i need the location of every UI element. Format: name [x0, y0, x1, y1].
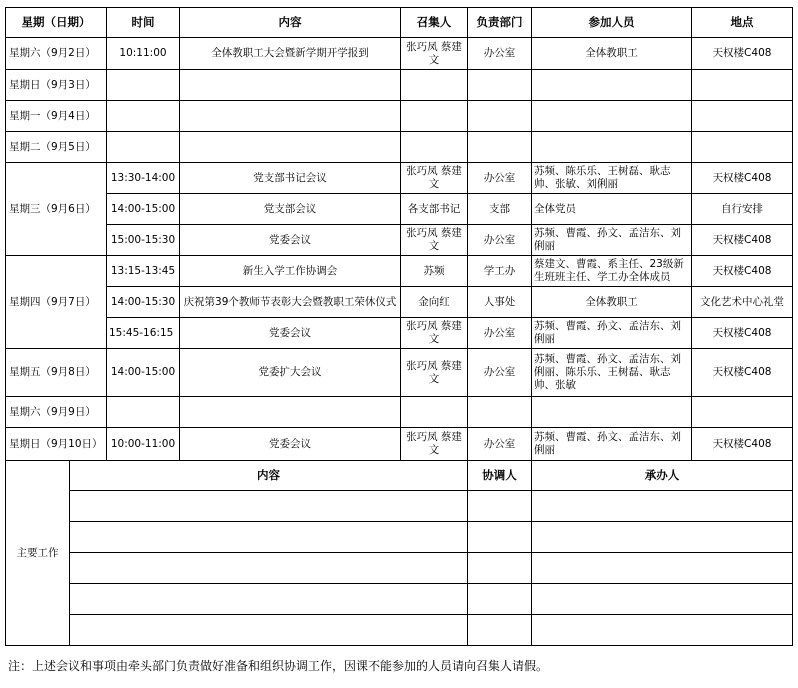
- table-row: [6, 287, 793, 318]
- participants-cell[interactable]: 苏频、曹霞、孙文、孟洁东、刘俐丽: [532, 318, 692, 349]
- participants-cell[interactable]: 全体党员: [532, 194, 692, 225]
- content-cell[interactable]: 党委会议: [180, 225, 401, 256]
- day-cell[interactable]: 星期日（9月3日）: [6, 70, 107, 101]
- table-row: [6, 318, 793, 349]
- header-row: [6, 8, 793, 38]
- convener-cell[interactable]: 张巧凤 蔡建文: [401, 163, 468, 194]
- dept-cell[interactable]: 办公室: [468, 428, 532, 461]
- location-cell[interactable]: 天权楼C408: [692, 38, 793, 70]
- main-work-label[interactable]: 主要工作: [6, 461, 70, 646]
- convener-cell[interactable]: 张巧凤 蔡建文: [401, 38, 468, 70]
- convener-cell[interactable]: 金向红: [401, 287, 468, 318]
- time-cell[interactable]: 10:11:00: [107, 38, 180, 70]
- header-dept[interactable]: 负责部门: [468, 8, 532, 38]
- location-cell[interactable]: 文化艺术中心礼堂: [692, 287, 793, 318]
- header-location[interactable]: 地点: [692, 8, 793, 38]
- content-cell[interactable]: 党支部会议: [180, 194, 401, 225]
- time-cell[interactable]: 15:45-16:15: [107, 318, 180, 349]
- schedule-table: [5, 7, 793, 646]
- content-cell[interactable]: 庆祝第39个教师节表彰大会暨教职工荣休仪式: [180, 287, 401, 318]
- header-content[interactable]: 内容: [180, 8, 401, 38]
- convener-cell[interactable]: 张巧凤 蔡建文: [401, 428, 468, 461]
- table-row: [6, 101, 793, 132]
- content-cell[interactable]: 党委会议: [180, 318, 401, 349]
- dept-cell[interactable]: 办公室: [468, 349, 532, 397]
- table-row: [6, 194, 793, 225]
- table-row: [6, 397, 793, 428]
- day-cell[interactable]: 星期日（9月10日）: [6, 428, 107, 461]
- convener-cell[interactable]: 苏频: [401, 256, 468, 287]
- main-work-header-content[interactable]: 内容: [70, 461, 468, 491]
- convener-cell[interactable]: 张巧凤 蔡建文: [401, 318, 468, 349]
- day-cell[interactable]: 星期五（9月8日）: [6, 349, 107, 397]
- dept-cell[interactable]: 办公室: [468, 38, 532, 70]
- time-cell[interactable]: 14:00-15:30: [107, 287, 180, 318]
- header-day[interactable]: 星期（日期）: [6, 8, 107, 38]
- main-work-header-handler[interactable]: 承办人: [532, 461, 793, 491]
- time-cell[interactable]: 14:00-15:00: [107, 194, 180, 225]
- convener-cell[interactable]: 各支部书记: [401, 194, 468, 225]
- day-cell[interactable]: 星期四（9月7日）: [6, 256, 107, 349]
- time-cell[interactable]: 13:15-13:45: [107, 256, 180, 287]
- time-cell[interactable]: 13:30-14:00: [107, 163, 180, 194]
- main-work-row: [6, 553, 793, 584]
- location-cell[interactable]: 天权楼C408: [692, 318, 793, 349]
- content-cell[interactable]: 党委会议: [180, 428, 401, 461]
- dept-cell[interactable]: 人事处: [468, 287, 532, 318]
- day-cell[interactable]: 星期一（9月4日）: [6, 101, 107, 132]
- main-work-header-coordinator[interactable]: 协调人: [468, 461, 532, 491]
- header-participants[interactable]: 参加人员: [532, 8, 692, 38]
- table-row: [6, 349, 793, 397]
- table-row: [6, 225, 793, 256]
- convener-cell[interactable]: 张巧凤 蔡建文: [401, 225, 468, 256]
- location-cell[interactable]: 自行安排: [692, 194, 793, 225]
- location-cell[interactable]: 天权楼C408: [692, 225, 793, 256]
- main-work-row: [6, 491, 793, 522]
- table-row: [6, 256, 793, 287]
- dept-cell[interactable]: 办公室: [468, 225, 532, 256]
- day-cell[interactable]: 星期六（9月9日）: [6, 397, 107, 428]
- table-row: [6, 132, 793, 163]
- participants-cell[interactable]: 蔡建文、曹霞、系主任、23级新生班班主任、学工办全体成员: [532, 256, 692, 287]
- day-cell[interactable]: 星期二（9月5日）: [6, 132, 107, 163]
- participants-cell[interactable]: 苏频、陈乐乐、王树磊、耿志帅、张敏、刘俐丽: [532, 163, 692, 194]
- dept-cell[interactable]: 办公室: [468, 318, 532, 349]
- footnote: 注：上述会议和事项由牵头部门负责做好准备和组织协调工作，因课不能参加的人员请向召集人请假。: [8, 659, 549, 673]
- content-cell[interactable]: 全体教职工大会暨新学期开学报到: [180, 38, 401, 70]
- dept-cell[interactable]: 学工办: [468, 256, 532, 287]
- table-row: [6, 70, 793, 101]
- participants-cell[interactable]: 全体教职工: [532, 38, 692, 70]
- dept-cell[interactable]: 办公室: [468, 163, 532, 194]
- table-row: [6, 163, 793, 194]
- content-cell[interactable]: 党委扩大会议: [180, 349, 401, 397]
- convener-cell[interactable]: 张巧凤 蔡建文: [401, 349, 468, 397]
- main-work-row: [6, 615, 793, 646]
- main-work-row: [6, 522, 793, 553]
- main-work-row: [6, 584, 793, 615]
- header-time[interactable]: 时间: [107, 8, 180, 38]
- table-row: [6, 428, 793, 461]
- time-cell[interactable]: 14:00-15:00: [107, 349, 180, 397]
- table-row: [6, 38, 793, 70]
- participants-cell[interactable]: 苏频、曹霞、孙文、孟洁东、刘俐丽: [532, 225, 692, 256]
- location-cell[interactable]: 天权楼C408: [692, 428, 793, 461]
- day-cell[interactable]: 星期六（9月2日）: [6, 38, 107, 70]
- dept-cell[interactable]: 支部: [468, 194, 532, 225]
- location-cell[interactable]: 天权楼C408: [692, 163, 793, 194]
- header-convener[interactable]: 召集人: [401, 8, 468, 38]
- content-cell[interactable]: 新生入学工作协调会: [180, 256, 401, 287]
- location-cell[interactable]: 天权楼C408: [692, 256, 793, 287]
- day-cell[interactable]: 星期三（9月6日）: [6, 163, 107, 256]
- main-work-header-row: [6, 461, 793, 491]
- participants-cell[interactable]: 苏频、曹霞、孙文、孟洁东、刘俐丽、陈乐乐、王树磊、耿志帅、张敏: [532, 349, 692, 397]
- location-cell[interactable]: 天权楼C408: [692, 349, 793, 397]
- content-cell[interactable]: 党支部书记会议: [180, 163, 401, 194]
- participants-cell[interactable]: 全体教职工: [532, 287, 692, 318]
- time-cell[interactable]: 15:00-15:30: [107, 225, 180, 256]
- participants-cell[interactable]: 苏频、曹霞、孙文、孟洁东、刘俐丽: [532, 428, 692, 461]
- time-cell[interactable]: 10:00-11:00: [107, 428, 180, 461]
